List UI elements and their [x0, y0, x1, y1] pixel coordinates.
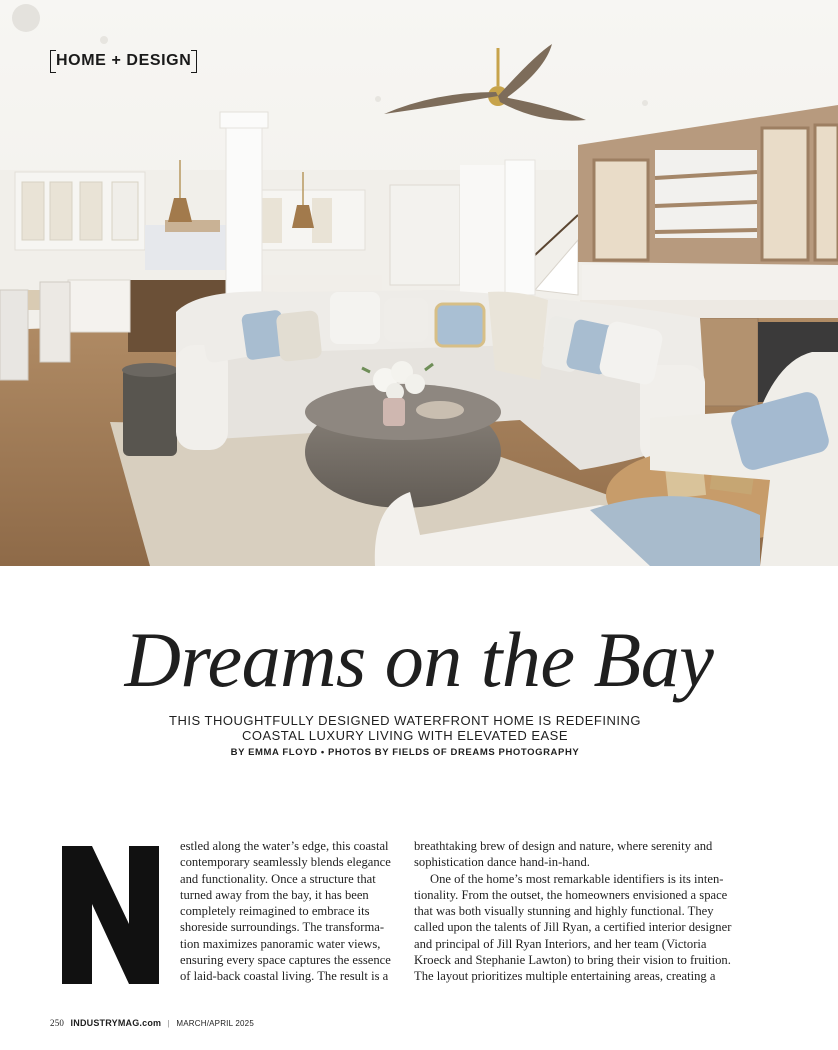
text-line: sophistication dance hand-in-hand. — [414, 855, 590, 870]
paragraph-1-continued — [414, 838, 748, 871]
article-dek — [0, 713, 810, 743]
section-tag: HOME + DESIGN — [50, 50, 197, 72]
article-byline: BY EMMA FLOYD • PHOTOS BY FIELDS OF DREAMS PHOTOGRAPHY — [230, 747, 580, 758]
dek-line-1: THIS THOUGHTFULLY DESIGNED WATERFRONT HOME IS REDEFINING — [169, 713, 641, 728]
text-line: ensuring every space captures the essence — [180, 953, 391, 968]
dek-line-2: COASTAL LUXURY LIVING WITH ELEVATED EASE — [241, 728, 569, 743]
text-line: The layout prioritizes multiple entertaining areas, creating a — [414, 969, 716, 984]
text-line: Kroeck and Stephanie Lawton) to bring their vision to fruition. — [414, 953, 731, 968]
page-number: 250 — [50, 1018, 65, 1028]
text-line: completely reimagined to embrace its — [180, 904, 370, 919]
text-line: and principal of Jill Ryan Interiors, and her team (Victoria — [414, 936, 707, 951]
text-line: called upon the talents of Jill Ryan, a certified interior designer — [414, 920, 732, 935]
text-line: tion maximizes panoramic water views, — [180, 936, 381, 951]
paragraph-2 — [414, 871, 748, 985]
text-line: breathtaking brew of design and nature, where serenity and — [414, 839, 713, 853]
text-line: One of the home’s most remarkable identifiers is its inten- — [430, 871, 724, 886]
text-line: estled along the water’s edge, this coastal — [180, 839, 389, 853]
text-line: and functionality. Once a structure that — [180, 871, 376, 886]
text-line: that was both visually stunning and highly functional. They — [414, 904, 714, 919]
article-title: Dreams on the Bay — [124, 616, 714, 703]
text-line: shoreside surroundings. The transforma- — [180, 920, 385, 935]
issue-date: MARCH/APRIL 2025 — [176, 1019, 254, 1028]
text-line: tionality. From the outset, the homeowners envisioned a space — [414, 887, 728, 902]
site-name: INDUSTRYMAG.com — [70, 1018, 162, 1028]
text-line: of laid-back coastal living. The result is a — [180, 969, 389, 984]
drop-cap — [62, 846, 159, 984]
page-footer: 250 INDUSTRYMAG.com | MARCH/APRIL 2025 — [50, 1018, 254, 1028]
paragraph-1 — [180, 838, 392, 985]
body-column-right — [414, 838, 748, 985]
text-line: turned away from the bay, it has been — [180, 887, 369, 902]
body-column-left — [180, 838, 392, 985]
text-line: contemporary seamlessly blends elegance — [180, 855, 391, 870]
